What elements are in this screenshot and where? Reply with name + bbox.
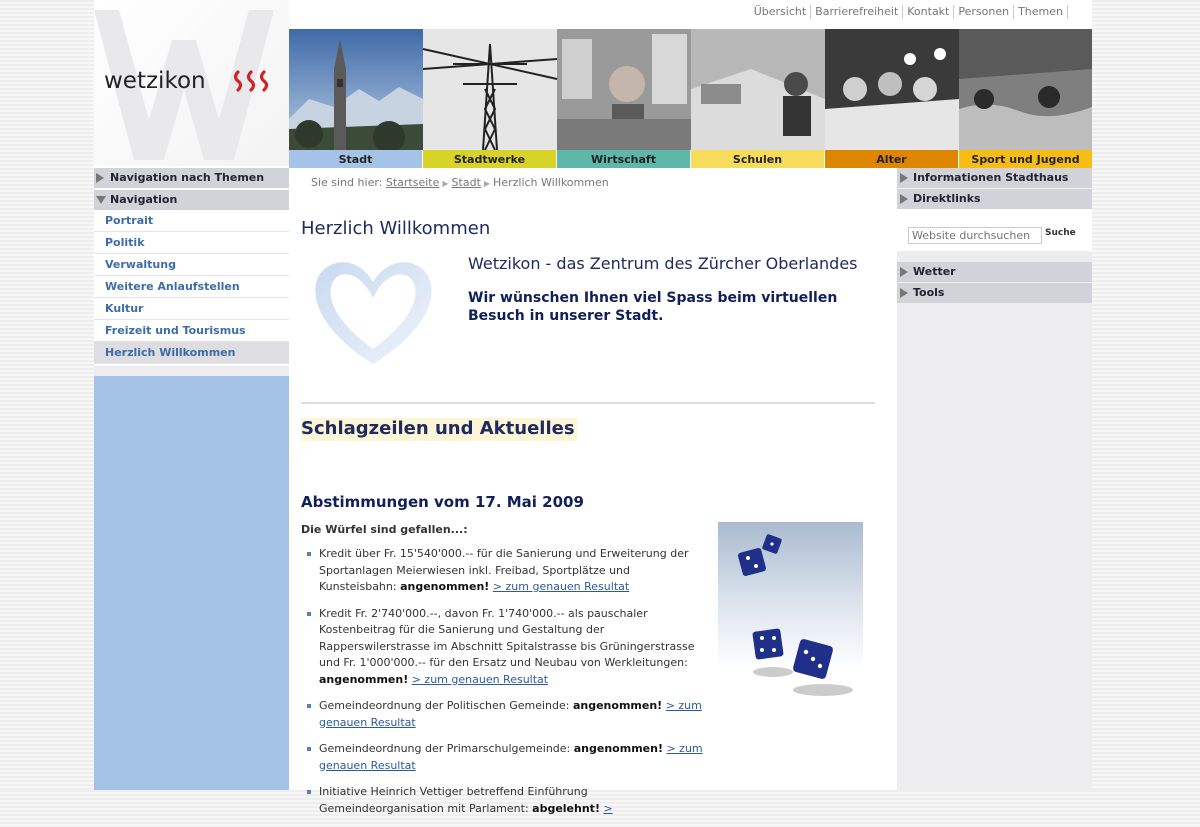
top-link-themen[interactable]: Themen bbox=[1014, 5, 1068, 19]
top-link-personen[interactable]: Personen bbox=[954, 5, 1014, 19]
vote-item-result: abgelehnt! bbox=[532, 801, 600, 815]
info-stadthaus-header[interactable] bbox=[897, 168, 1092, 188]
nav-header[interactable] bbox=[94, 190, 289, 210]
news-heading: Schlagzeilen und Aktuelles bbox=[301, 418, 575, 439]
factory-photo-icon bbox=[557, 29, 691, 150]
photo-nav-label-schulen: Schulen bbox=[691, 150, 824, 168]
search-button[interactable]: Suche bbox=[1045, 228, 1076, 238]
top-link-uebersicht[interactable]: Übersicht bbox=[750, 5, 811, 19]
swimming-photo-icon bbox=[959, 29, 1092, 150]
photo-nav-label-stadt: Stadt bbox=[289, 150, 422, 168]
vote-item-text: Initiative Heinrich Vettiger betreffend Einführung Gemeindeorganisation mit Parlament: bbox=[319, 785, 588, 815]
top-links bbox=[750, 5, 1068, 19]
main-content bbox=[289, 168, 897, 815]
vote-item-result: angenommen! bbox=[400, 580, 490, 593]
vote-item-link[interactable]: > zum genauen Resultat bbox=[319, 742, 703, 772]
breadcrumb-startseite[interactable]: Startseite bbox=[385, 176, 440, 189]
classroom-photo-icon bbox=[691, 29, 825, 150]
tools-label: Tools bbox=[913, 286, 945, 299]
photo-nav-label-alter: Alter bbox=[825, 150, 958, 168]
vote-item-text: Gemeindeordnung der Politischen Gemeinde: bbox=[319, 699, 570, 712]
triangle-right-icon bbox=[900, 194, 908, 204]
bullet-icon bbox=[307, 704, 311, 708]
bullet-icon bbox=[307, 612, 311, 616]
nav-themes-header[interactable] bbox=[94, 168, 289, 188]
left-column bbox=[94, 168, 289, 790]
breadcrumb-stadt[interactable]: Stadt bbox=[451, 176, 481, 189]
vote-item bbox=[307, 741, 707, 774]
vote-item-link[interactable]: > zum genauen Resultat bbox=[411, 672, 549, 686]
photo-nav-wirtschaft[interactable] bbox=[557, 29, 691, 168]
top-link-barrierefreiheit[interactable]: Barrierefreiheit bbox=[811, 5, 903, 19]
photo-nav-alter[interactable] bbox=[825, 29, 959, 168]
vote-item-text: Kredit Fr. 2'740'000.--, davon Fr. 1'740'000.-- als pauschaler Kostenbeitrag für die Sanierung und Gestaltung der Rapperswilerstrasse im Abschnitt Spitalstrasse bis Grüningerstrasse und Fr. 1'000'000.-- für den Ersatz und Neubau von Werkleitungen: bbox=[319, 606, 695, 669]
direktlinks-label: Direktlinks bbox=[913, 192, 981, 205]
search-box bbox=[897, 209, 1092, 251]
left-nav-panel bbox=[94, 168, 289, 376]
vote-item-text: Kredit über Fr. 15'540'000.-- für die Sanierung und Erweiterung der Sportanlagen Meierwiesen inkl. Freibad, Sportplätze und Kunsteisbahn: bbox=[319, 547, 689, 593]
vote-item bbox=[307, 698, 707, 731]
triangle-down-icon bbox=[96, 196, 106, 204]
triangle-right-icon bbox=[900, 288, 908, 298]
top-link-kontakt[interactable]: Kontakt bbox=[903, 5, 954, 19]
photo-nav-label-sport-jugend: Sport und Jugend bbox=[959, 150, 1092, 168]
tools-header[interactable] bbox=[897, 283, 1092, 303]
wetter-header[interactable] bbox=[897, 262, 1092, 282]
page bbox=[94, 0, 1092, 815]
nav-themes-header-label: Navigation nach Themen bbox=[110, 171, 265, 184]
photo-sport-jugend bbox=[959, 29, 1092, 150]
photo-schulen bbox=[691, 29, 824, 150]
bullet-icon bbox=[307, 747, 311, 751]
photo-nav bbox=[289, 29, 1092, 168]
heart-icon bbox=[311, 254, 436, 369]
breadcrumb-current: Herzlich Willkommen bbox=[493, 176, 609, 189]
photo-nav-stadt[interactable] bbox=[289, 29, 423, 168]
photo-nav-stadtwerke[interactable] bbox=[423, 29, 557, 168]
nav-header-label: Navigation bbox=[110, 193, 178, 206]
people-photo-icon bbox=[825, 29, 959, 150]
vote-item-link[interactable]: > bbox=[603, 801, 613, 815]
photo-stadt bbox=[289, 29, 422, 150]
photo-nav-sport-jugend[interactable] bbox=[959, 29, 1092, 168]
logo-area[interactable] bbox=[94, 0, 289, 166]
vote-item bbox=[307, 546, 707, 596]
power-pylon-photo-icon bbox=[423, 29, 557, 150]
bullet-icon bbox=[307, 552, 311, 556]
info-stadthaus-label: Informationen Stadthaus bbox=[913, 171, 1069, 184]
vote-item-link[interactable]: > zum genauen Resultat bbox=[492, 580, 630, 593]
vote-title: Abstimmungen vom 17. Mai 2009 bbox=[301, 493, 584, 511]
content-divider bbox=[301, 402, 875, 404]
church-photo-icon bbox=[289, 29, 423, 150]
logo-text: wetzikon bbox=[104, 68, 206, 94]
vote-item-result: angenommen! bbox=[572, 699, 663, 712]
vote-subtitle: Die Würfel sind gefallen...: bbox=[301, 523, 468, 536]
right-column bbox=[897, 168, 1092, 790]
photo-alter bbox=[825, 29, 958, 150]
wetter-label: Wetter bbox=[913, 265, 956, 278]
bullet-icon bbox=[307, 790, 311, 794]
breadcrumb-separator-icon: ▶ bbox=[442, 179, 449, 188]
wetzikon-logo-icon bbox=[231, 70, 273, 92]
nav-item-kultur[interactable]: Kultur bbox=[94, 298, 289, 320]
photo-nav-label-wirtschaft: Wirtschaft bbox=[557, 150, 690, 168]
nav-item-herzlich-willkommen[interactable]: Herzlich Willkommen bbox=[94, 342, 289, 364]
dice-icon bbox=[718, 522, 863, 705]
page-title: Herzlich Willkommen bbox=[301, 218, 491, 239]
photo-stadtwerke bbox=[423, 29, 556, 150]
vote-item-result: angenommen! bbox=[573, 742, 663, 755]
triangle-right-icon bbox=[900, 267, 908, 277]
nav-item-politik[interactable]: Politik bbox=[94, 232, 289, 254]
search-input[interactable] bbox=[908, 227, 1042, 244]
vote-item-link[interactable]: > zum genauen Resultat bbox=[319, 699, 702, 729]
breadcrumb-separator-icon: ▶ bbox=[483, 179, 491, 188]
nav-item-freizeit-tourismus[interactable]: Freizeit und Tourismus bbox=[94, 320, 289, 342]
photo-nav-schulen[interactable] bbox=[691, 29, 825, 168]
vote-item-result: angenommen! bbox=[319, 672, 409, 686]
vote-list bbox=[307, 546, 707, 827]
welcome-text: Wir wünschen Ihnen viel Spass beim virtuellen Besuch in unserer Stadt. bbox=[468, 290, 838, 324]
nav-footer bbox=[94, 366, 289, 376]
nav-item-weitere-anlaufstellen[interactable]: Weitere Anlaufstellen bbox=[94, 276, 289, 298]
vote-item bbox=[307, 784, 707, 817]
page-subtitle: Wetzikon - das Zentrum des Zürcher Oberlandes bbox=[468, 254, 858, 273]
triangle-right-icon bbox=[900, 173, 908, 183]
photo-nav-label-stadtwerke: Stadtwerke bbox=[423, 150, 556, 168]
dice-image bbox=[718, 522, 863, 705]
breadcrumb bbox=[311, 176, 609, 189]
direktlinks-header[interactable] bbox=[897, 189, 1092, 209]
nav-item-verwaltung[interactable]: Verwaltung bbox=[94, 254, 289, 276]
triangle-right-icon bbox=[96, 173, 104, 183]
photo-wirtschaft bbox=[557, 29, 690, 150]
vote-item bbox=[307, 606, 707, 689]
vote-item-text: Gemeindeordnung der Primarschulgemeinde: bbox=[319, 742, 571, 755]
breadcrumb-prefix: Sie sind hier: bbox=[311, 176, 383, 189]
nav-item-portrait[interactable]: Portrait bbox=[94, 210, 289, 232]
